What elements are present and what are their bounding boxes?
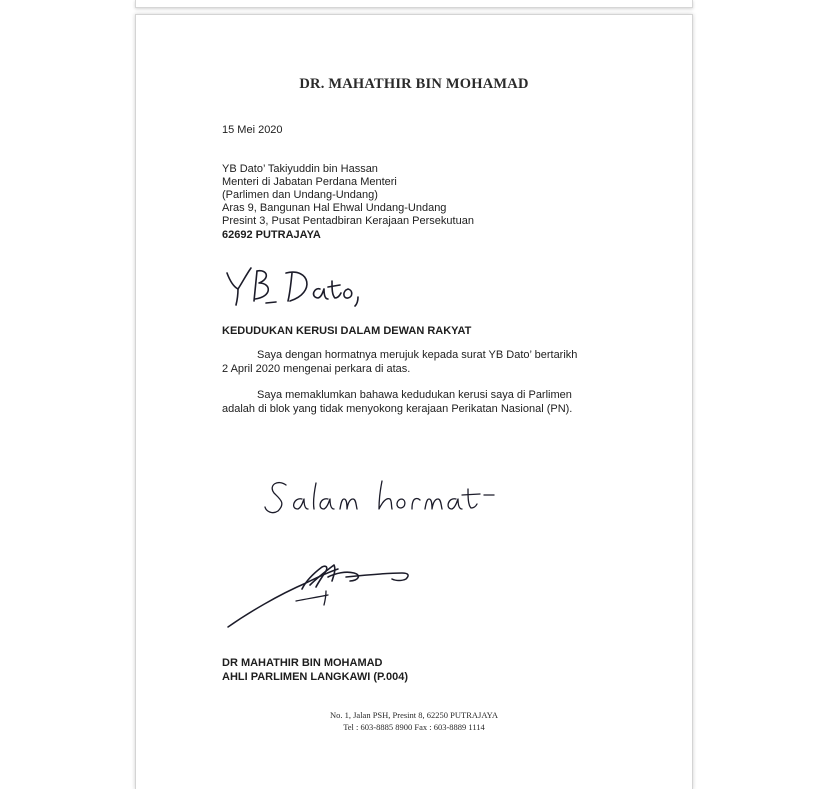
letter-date: 15 Mei 2020 <box>222 124 283 136</box>
paragraph-2-line-1: Saya memaklumkan bahawa kedudukan kerusi saya di Parlimen <box>257 389 572 401</box>
recipient-line: Aras 9, Bangunan Hal Ehwal Undang-Undang <box>222 202 447 214</box>
recipient-line: (Parlimen dan Undang-Undang) <box>222 189 378 201</box>
recipient-line: Presint 3, Pusat Pentadbiran Kerajaan Persekutuan <box>222 215 474 227</box>
recipient-postcode-city: 62692 PUTRAJAYA <box>222 229 321 241</box>
recipient-line: YB Dato’ Takiyuddin bin Hassan <box>222 163 378 175</box>
paragraph-1-line-1: Saya dengan hormatnya merujuk kepada surat YB Dato’ bertarikh <box>257 349 578 361</box>
handwritten-salutation <box>224 263 374 313</box>
footer-contact: Tel : 603-8885 8900 Fax : 603-8889 1114 <box>343 722 485 732</box>
footer-address: No. 1, Jalan PSH, Presint 8, 62250 PUTRAJAYA <box>329 710 499 720</box>
letterhead-name: DR. MAHATHIR BIN MOHAMAD <box>299 76 529 92</box>
signatory-name: DR MAHATHIR BIN MOHAMAD <box>222 657 383 669</box>
handwritten-signature <box>226 555 426 635</box>
recipient-line: Menteri di Jabatan Perdana Menteri <box>222 176 397 188</box>
paragraph-1-line-2: 2 April 2020 mengenai perkara di atas. <box>222 363 411 375</box>
previous-page-edge <box>135 0 693 8</box>
signatory-title: AHLI PARLIMEN LANGKAWI (P.004) <box>222 671 408 683</box>
handwritten-closing <box>262 473 502 519</box>
letter-subject: KEDUDUKAN KERUSI DALAM DEWAN RAKYAT <box>222 325 472 337</box>
paragraph-2-line-2: adalah di blok yang tidak menyokong kerajaan Perikatan Nasional (PN). <box>222 403 573 415</box>
letter-page <box>135 14 693 789</box>
